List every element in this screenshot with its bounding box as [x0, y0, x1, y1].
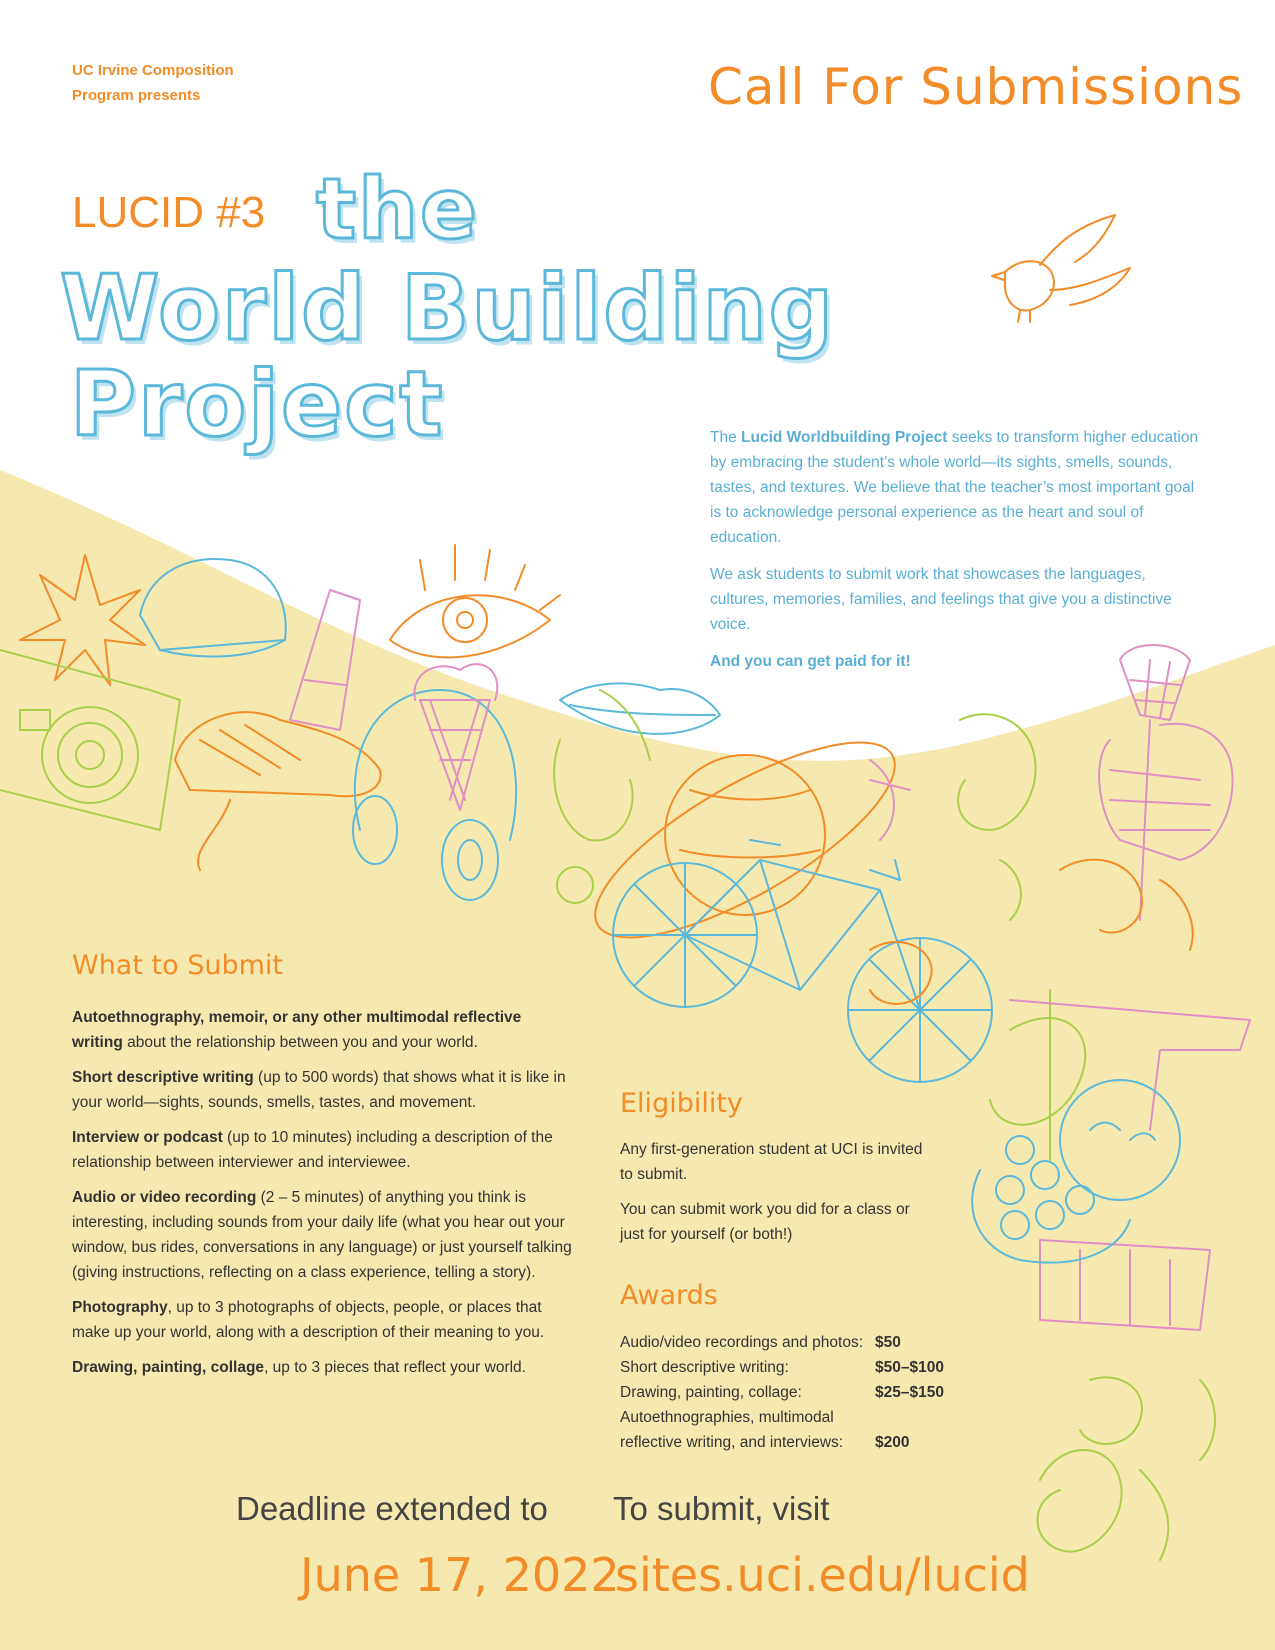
awards-row: [620, 1405, 944, 1430]
awards-row: [620, 1330, 944, 1355]
submit-item: [72, 1185, 572, 1285]
award-amount: $50–$100: [875, 1359, 944, 1376]
microphone-hand-icon: [1099, 645, 1232, 920]
award-amount: $50: [875, 1334, 901, 1351]
intro-para1-bold: Lucid Worldbuilding Project: [741, 429, 948, 446]
headphones-icon: [353, 690, 516, 900]
deadline-label: Deadline extended to: [236, 1490, 548, 1527]
submit-url-link[interactable]: sites.uci.edu/lucid: [615, 1548, 1030, 1602]
intro-text: [710, 425, 1200, 686]
script-lettering-icon: [1080, 1377, 1215, 1460]
submit-item-bold: Audio or video recording: [72, 1189, 257, 1206]
submit-item: [72, 1295, 572, 1345]
submit-item: [72, 1005, 572, 1055]
eligibility-body: [620, 1137, 930, 1257]
what-to-submit-heading: What to Submit: [72, 950, 283, 981]
awards-row: [620, 1380, 944, 1405]
awards-table: [620, 1330, 944, 1455]
awards-row: [620, 1355, 944, 1380]
submit-item-bold: Drawing, painting, collage: [72, 1359, 265, 1376]
award-label: Short descriptive writing:: [620, 1359, 789, 1376]
presenter-text: UC Irvine Composition Program presents: [72, 62, 234, 104]
letter-a-icon: [290, 590, 360, 730]
eye-icon: [390, 545, 560, 657]
intro-para1-rest: seeks to transform higher education by embracing the student’s whole world—its sights, smells, sounds, tastes, and textures. We believe that the teacher’s most important goal is to acknowledge personal experience as the heart and soul of education.: [710, 429, 1199, 546]
award-label: Drawing, painting, collage:: [620, 1384, 802, 1401]
submit-item-bold: Short descriptive writing: [72, 1069, 254, 1086]
submit-item-text: (up to 500 words) that shows what it is like in your world—sights, sounds, smells, tastes, and movement.: [72, 1069, 566, 1111]
orange-lettering-icon: [870, 860, 1193, 1004]
intro-paragraph-2: We ask students to submit work that showcases the languages, cultures, memories, families, and feelings that give you a distinctive voice.: [710, 566, 1172, 633]
award-amount: $200: [875, 1434, 910, 1451]
edition-label: LUCID #3: [72, 188, 266, 237]
bicycle-icon: [613, 840, 992, 1082]
intro-paragraph-3: [710, 649, 1200, 674]
submit-item-text: , up to 3 pieces that reflect your world.: [264, 1359, 526, 1376]
eligibility-paragraph-2: You can submit work you did for a class or just for yourself (or both!): [620, 1201, 910, 1243]
award-label: reflective writing, and interviews:: [620, 1434, 844, 1451]
submit-item-text: about the relationship between you and your world.: [122, 1034, 478, 1051]
flower-portrait-icon: [972, 1080, 1180, 1263]
lips-icon: [560, 683, 720, 733]
awards-heading: Awards: [620, 1280, 718, 1311]
submit-item-bold: Interview or podcast: [72, 1129, 223, 1146]
submit-label: To submit, visit: [613, 1490, 830, 1527]
call-for-submissions-heading: Call For Submissions: [708, 58, 1244, 116]
submit-item-bold: Photography: [72, 1299, 168, 1316]
submit-item-text: , up to 3 photographs of objects, people, or places that make up your world, along with a description of their meaning to you.: [72, 1299, 545, 1341]
award-amount: $25–$150: [875, 1384, 944, 1401]
ice-cream-icon: [414, 664, 497, 810]
submit-item: [72, 1355, 572, 1380]
what-to-submit-list: [72, 1005, 572, 1390]
cap-icon: [140, 559, 286, 656]
awards-row: [620, 1430, 944, 1455]
eligibility-paragraph-1: Any first-generation student at UCI is invited to submit.: [620, 1141, 923, 1183]
title-line-1: the: [316, 160, 479, 258]
submit-item: [72, 1125, 572, 1175]
intro-para3-bold: And you can get paid for it!: [710, 653, 911, 670]
award-amount: [863, 1405, 944, 1430]
submit-item-bold: Autoethnography, memoir, or any other multimodal reflective writing: [72, 1009, 522, 1051]
bird-icon: [992, 215, 1130, 322]
submit-item-text: (2 – 5 minutes) of anything you think is interesting, including sounds from your daily life (what you hear out your window, bus rides, conversations in any language) or just yourself talking (giving instructions, reflecting on a class experience, telling a story).: [72, 1189, 572, 1281]
shoe-icon: [175, 712, 381, 870]
intro-para1-lead: The: [710, 429, 742, 446]
camera-icon: [0, 650, 180, 830]
deadline-date: June 17, 2022: [300, 1548, 620, 1602]
award-label: Audio/video recordings and photos:: [620, 1334, 863, 1351]
eligibility-heading: Eligibility: [620, 1088, 743, 1119]
intro-paragraph-1: [710, 425, 1200, 550]
planet-icon: [570, 707, 919, 972]
submit-item: [72, 1065, 572, 1115]
title-line-2: World Building: [60, 256, 836, 361]
award-label: Autoethnographies, multimodal: [620, 1409, 834, 1426]
starburst-icon: [20, 555, 145, 685]
title-line-3: Project: [70, 352, 445, 457]
submit-item-text: (up to 10 minutes) including a description of the relationship between interviewer and interviewee.: [72, 1129, 553, 1171]
